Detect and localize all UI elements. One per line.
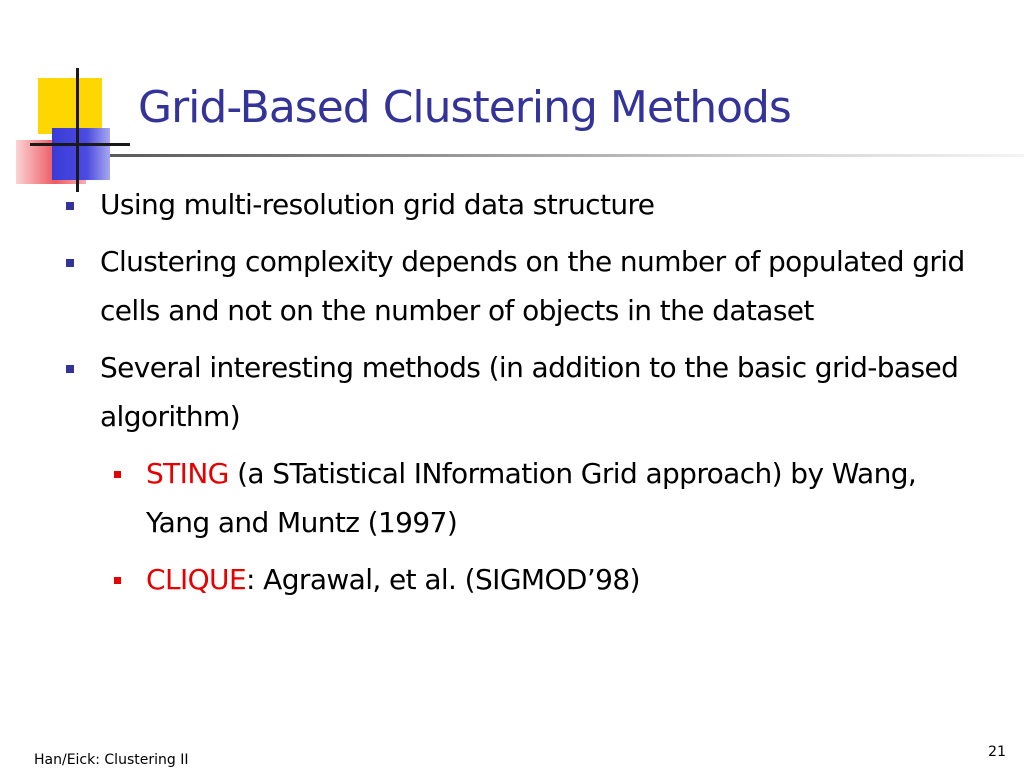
method-name: CLIQUE [146, 563, 247, 596]
bullet-item [58, 343, 988, 441]
method-name: STING [146, 457, 229, 490]
title-divider [110, 154, 1024, 157]
bullet-text: Clustering complexity depends on the number of populated grid cells and not on the number of objects in the dataset [100, 245, 965, 327]
sub-bullet-item [58, 555, 988, 604]
slide-title: Grid-Based Clustering Methods [138, 82, 791, 133]
bullet-item [58, 237, 988, 335]
bullet-text: Using multi-resolution grid data structure [100, 188, 655, 221]
bullet-item [58, 180, 988, 229]
sub-bullet-text: : Agrawal, et al. (SIGMOD’98) [246, 563, 640, 596]
square-bullet-icon [66, 365, 74, 373]
square-bullet-icon [114, 577, 121, 584]
slide-content [58, 180, 988, 612]
sub-bullet-text: (a STatistical INformation Grid approach) by Wang, Yang and Muntz (1997) [146, 457, 917, 539]
logo-blue-square [52, 128, 110, 180]
square-bullet-icon [66, 202, 74, 210]
bullet-text: Several interesting methods (in addition to the basic grid-based algorithm) [100, 351, 959, 433]
logo-horizontal-line [30, 143, 130, 146]
square-bullet-icon [66, 259, 74, 267]
slide-logo-icon [0, 0, 140, 200]
logo-yellow-square [38, 78, 102, 134]
square-bullet-icon [114, 471, 121, 478]
logo-vertical-line [76, 68, 79, 192]
page-number: 21 [988, 744, 1006, 760]
slide-footer: Han/Eick: Clustering II [34, 752, 189, 768]
sub-bullet-item [58, 449, 988, 547]
